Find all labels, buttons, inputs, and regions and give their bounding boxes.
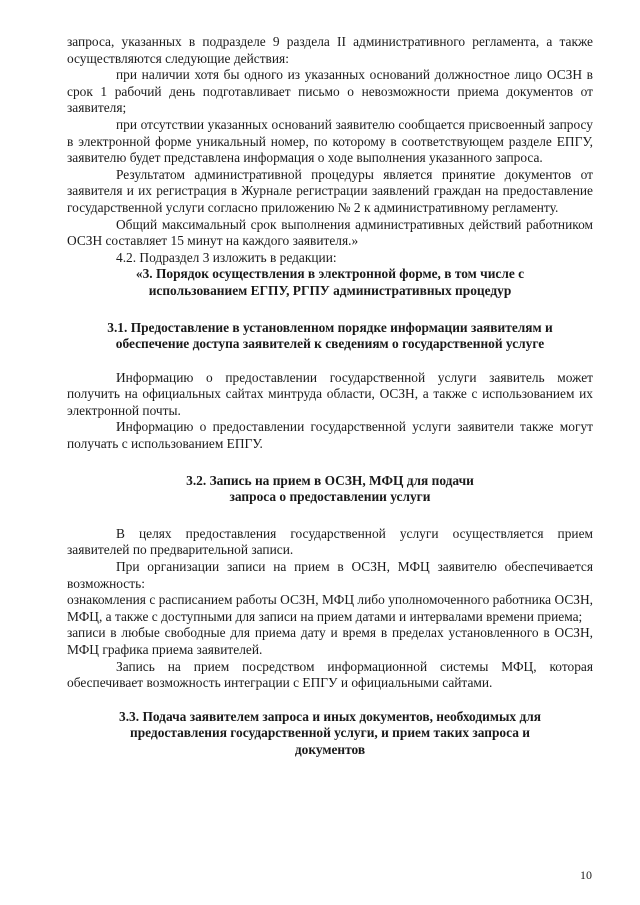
heading-line: «3. Порядок осуществления в электронной форме, в том числе с bbox=[135, 266, 525, 282]
paragraph: В целях предоставления государственной услуги осуществляется прием заявителей по предварительной записи. bbox=[67, 525, 593, 558]
heading-line: 3.3. Подача заявителем запроса и иных документов, необходимых для bbox=[119, 708, 541, 724]
paragraph: записи в любые свободные для приема дату и время в пределах установленного в ОСЗН, МФЦ графика приема заявителей. bbox=[67, 625, 593, 657]
spacer bbox=[67, 453, 593, 473]
spacer bbox=[67, 300, 593, 320]
heading-line: 3.2. Запись на прием в ОСЗН, МФЦ для подачи bbox=[186, 472, 474, 488]
paragraph: Информацию о предоставлении государственной услуги заявитель может получить на официальных сайтах минтруда области, ОСЗН, а также с использованием их электронной почты. bbox=[67, 369, 593, 418]
paragraph: при наличии хотя бы одного из указанных оснований должностное лицо ОСЗН в срок 1 рабочий день подготавливает письмо о невозможности приема документов от заявителя; bbox=[67, 67, 593, 116]
heading-line: документов bbox=[294, 741, 366, 757]
paragraph: При организации записи на прием в ОСЗН, МФЦ заявителю обеспечивается возможность: bbox=[67, 559, 593, 591]
subsection-heading-3-2 bbox=[67, 473, 593, 506]
section-3-1-body bbox=[67, 370, 593, 453]
paragraph: 4.2. Подраздел 3 изложить в редакции: bbox=[116, 249, 337, 265]
heading-line: использованием ЕГПУ, РГПУ административных процедур bbox=[148, 282, 512, 298]
paragraph: запроса, указанных в подразделе 9 раздела II административного регламента, а также осуществляются следующие действия: bbox=[67, 34, 593, 66]
paragraph: Общий максимальный срок выполнения административных действий работником ОСЗН составляет 15 минут на каждого заявителя.» bbox=[67, 216, 593, 249]
page-number: 10 bbox=[580, 868, 592, 882]
intro-paragraphs bbox=[67, 34, 593, 266]
spacer bbox=[67, 692, 593, 709]
subsection-heading-3-1 bbox=[67, 320, 593, 353]
paragraph: Запись на прием посредством информационной системы МФЦ, которая обеспечивает возможность интеграции с ЕПГУ и официальными сайтами. bbox=[67, 658, 593, 691]
heading-line: запроса о предоставлении услуги bbox=[229, 489, 431, 505]
subsection-heading-3-3 bbox=[67, 709, 593, 759]
paragraph: Результатом административной процедуры является принятие документов от заявителя и их регистрация в Журнале регистрации заявлений граждан на предоставление государственной услуги согласно приложению № 2 к административному регламенту. bbox=[67, 166, 593, 215]
heading-line: обеспечение доступа заявителей к сведениям о государственной услуге bbox=[115, 336, 545, 352]
page-content bbox=[67, 34, 593, 759]
heading-line: 3.1. Предоставление в установленном порядке информации заявителям и bbox=[107, 319, 553, 335]
section-3-2-body bbox=[67, 526, 593, 692]
heading-line: предоставления государственной услуги, и прием таких запроса и bbox=[130, 725, 530, 741]
paragraph: Информацию о предоставлении государственной услуги заявители также могут получать с использованием ЕПГУ. bbox=[67, 419, 593, 452]
paragraph: ознакомления с расписанием работы ОСЗН, МФЦ либо уполномоченного работника ОСЗН, МФЦ, а также с доступными для записи на прием датами и интервалами времени приема; bbox=[67, 592, 593, 624]
spacer bbox=[67, 353, 593, 370]
paragraph: при отсутствии указанных оснований заявителю сообщается присвоенный запросу в электронной форме уникальный номер, по которому в соответствующем разделе ЕПГУ, заявителю будет представлена информация о ходе выполнения указанного запроса. bbox=[67, 116, 593, 166]
spacer bbox=[67, 506, 593, 526]
section-heading-main bbox=[67, 266, 593, 299]
